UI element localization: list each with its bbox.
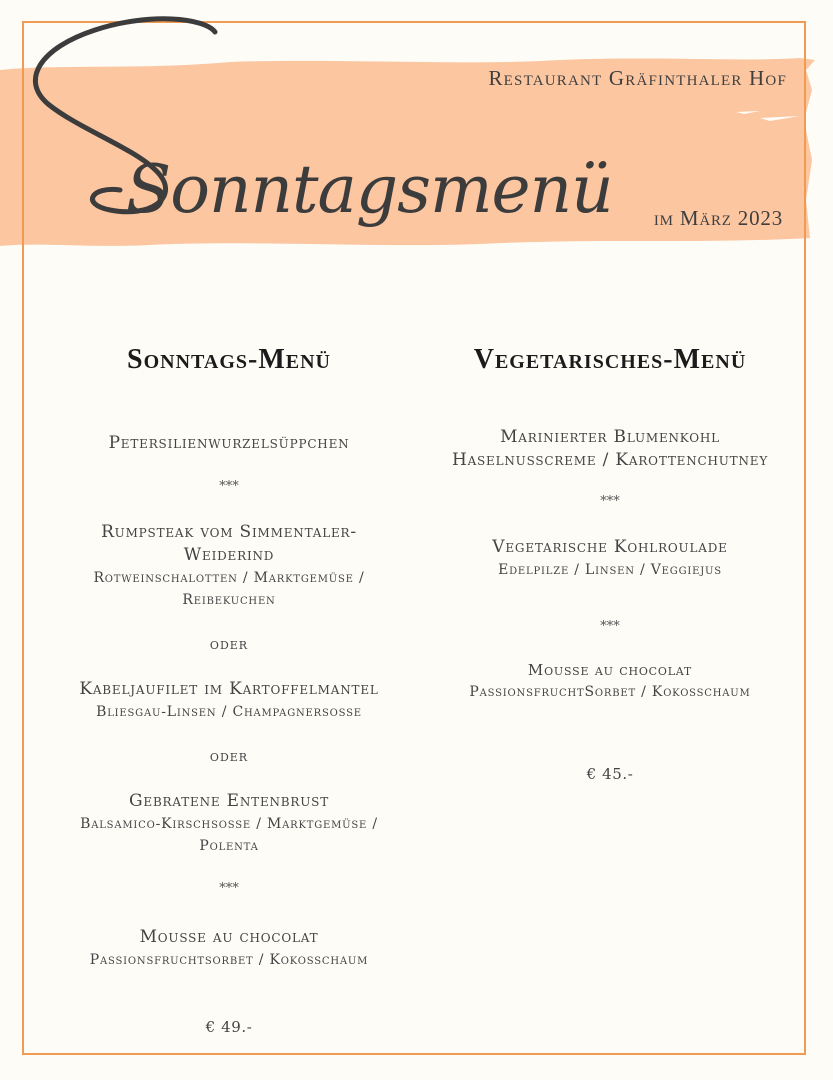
main-course-2-sides: Bliesgau-Linsen / Champagnersosse: [96, 704, 362, 720]
dessert-sides: PassionsfruchtSorbet / Kokosschaum: [469, 684, 751, 700]
separator: ***: [219, 479, 239, 494]
starter: Petersilienwurzelsüppchen: [108, 433, 350, 453]
starter-sides: Haselnusscreme / Karottenchutney: [451, 450, 769, 470]
price: € 49.-: [205, 1018, 253, 1036]
main-course-3-sides-cont: Polenta: [199, 838, 259, 854]
dessert: Mousse au chocolat: [527, 661, 693, 679]
menu-date: im März 2023: [653, 206, 783, 230]
main-course-1: Rumpsteak vom Simmentaler-: [101, 522, 357, 542]
main-course-1-cont: Weiderind: [183, 545, 275, 565]
price: € 45.-: [586, 765, 634, 783]
sunday-menu-heading: Sonntags-Menü: [127, 344, 331, 375]
vegetarian-menu-column: [410, 340, 810, 785]
main-course-3: Gebratene Entenbrust: [129, 791, 329, 811]
starter: Marinierter Blumenkohl: [500, 427, 720, 447]
or-separator: oder: [209, 747, 249, 765]
restaurant-name: Restaurant Gräfinthaler Hof: [488, 66, 787, 90]
main-course-sides: Edelpilze / Linsen / Veggiejus: [498, 562, 722, 578]
dessert: Mousse au chocolat: [139, 927, 319, 947]
main-course-1-sides-cont: Reibekuchen: [182, 592, 276, 608]
separator: ***: [600, 619, 620, 634]
main-course: Vegetarische Kohlroulade: [492, 537, 728, 557]
separator: ***: [600, 494, 620, 509]
separator: ***: [219, 881, 239, 896]
title-text: Sonntagsmenü: [126, 151, 613, 228]
main-course-3-sides: Balsamico-Kirschsosse / Marktgemüse /: [80, 816, 378, 832]
or-separator: oder: [209, 635, 249, 653]
dessert-sides: Passionsfruchtsorbet / Kokosschaum: [89, 952, 369, 968]
main-course-2: Kabeljaufilet im Kartoffelmantel: [79, 679, 379, 699]
sunday-menu-column: [29, 340, 429, 1038]
vegetarian-menu-heading: Vegetarisches-Menü: [473, 344, 747, 375]
main-course-1-sides: Rotweinschalotten / Marktgemüse /: [93, 570, 365, 586]
